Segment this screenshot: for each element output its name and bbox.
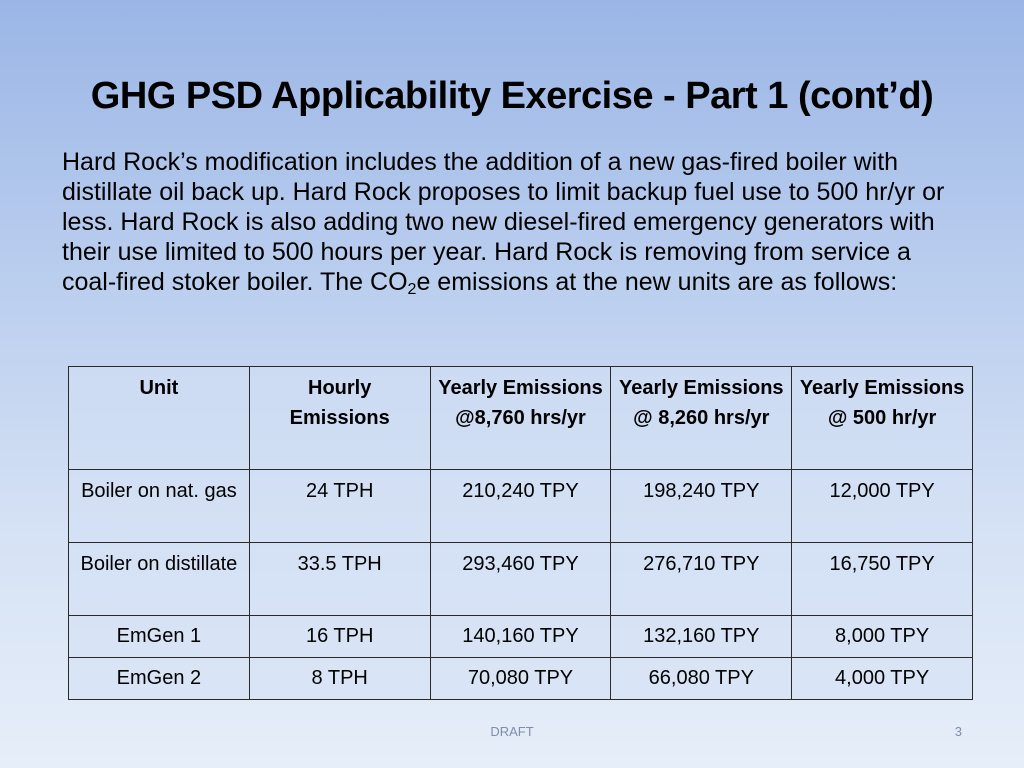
cell-hourly: 24 TPH	[249, 470, 430, 543]
cell-unit: EmGen 2	[69, 658, 250, 700]
cell-hourly: 33.5 TPH	[249, 543, 430, 616]
cell-hourly: 8 TPH	[249, 658, 430, 700]
table-header-row	[69, 367, 973, 470]
cell-yearly-8760: 210,240 TPY	[430, 470, 611, 543]
cell-yearly-500: 8,000 TPY	[792, 616, 973, 658]
cell-yearly-8760: 293,460 TPY	[430, 543, 611, 616]
footer-draft-label: DRAFT	[490, 724, 534, 739]
footer-page-number: 3	[954, 724, 962, 739]
emissions-table	[68, 366, 973, 700]
cell-unit: Boiler on distillate	[69, 543, 250, 616]
header-yearly-8760: Yearly Emissions @8,760 hrs/yr	[430, 367, 611, 470]
header-unit: Unit	[69, 367, 250, 470]
slide-title: GHG PSD Applicability Exercise - Part 1 (cont’d)	[90, 75, 934, 117]
cell-unit: EmGen 1	[69, 616, 250, 658]
body-main-text: Hard Rock’s modification includes the addition of a new gas-fired boiler with distillate oil back up. Hard Rock proposes to limit backup fuel use to 500 hr/yr or less. Hard Rock is also adding two new diesel-fired emergency generators with their use limited to 500 hours per year. Hard Rock is removing from service a coal-fired stoker boiler. The CO	[62, 148, 945, 296]
cell-yearly-500: 16,750 TPY	[792, 543, 973, 616]
cell-unit: Boiler on nat. gas	[69, 470, 250, 543]
header-hourly-emissions: Hourly Emissions	[249, 367, 430, 470]
cell-yearly-8260: 276,710 TPY	[611, 543, 792, 616]
cell-yearly-8260: 198,240 TPY	[611, 470, 792, 543]
cell-yearly-8260: 66,080 TPY	[611, 658, 792, 700]
cell-yearly-500: 4,000 TPY	[792, 658, 973, 700]
cell-yearly-500: 12,000 TPY	[792, 470, 973, 543]
body-subscript: 2	[407, 281, 417, 298]
cell-yearly-8760: 70,080 TPY	[430, 658, 611, 700]
header-yearly-8260: Yearly Emissions @ 8,260 hrs/yr	[611, 367, 792, 470]
header-yearly-500: Yearly Emissions @ 500 hr/yr	[792, 367, 973, 470]
cell-hourly: 16 TPH	[249, 616, 430, 658]
table-row	[69, 658, 973, 700]
cell-yearly-8260: 132,160 TPY	[611, 616, 792, 658]
table-row	[69, 616, 973, 658]
table-row	[69, 543, 973, 616]
slide-body-text	[62, 147, 972, 297]
body-tail-text: e emissions at the new units are as follows:	[416, 268, 898, 296]
cell-yearly-8760: 140,160 TPY	[430, 616, 611, 658]
table-row	[69, 470, 973, 543]
